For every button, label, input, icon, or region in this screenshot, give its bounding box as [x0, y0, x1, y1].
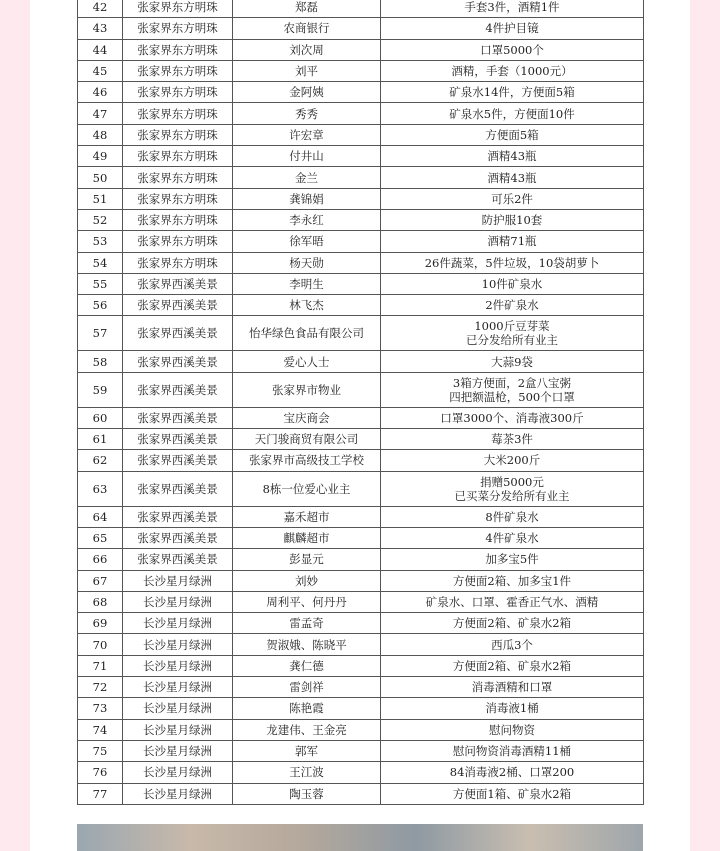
table-row: [78, 372, 644, 407]
community-cell: 长沙星月绿洲: [123, 634, 233, 655]
table-row: [78, 549, 644, 570]
items-line: 26件蔬菜，5件垃圾，10袋胡萝卜: [424, 255, 600, 270]
table-row: [78, 273, 644, 294]
community-cell: 张家界西溪美景: [123, 429, 233, 450]
items-cell: [381, 591, 644, 612]
items-line: 口罩5000个: [480, 42, 544, 57]
community-cell: 长沙星月绿洲: [123, 698, 233, 719]
row-number-cell: 60: [78, 407, 123, 428]
items-line: 矿泉水5件，方便面10件: [449, 106, 575, 121]
items-line: 8件矿泉水: [485, 509, 539, 524]
community-cell: 长沙星月绿洲: [123, 719, 233, 740]
row-number-cell: 59: [78, 372, 123, 407]
table-row: [78, 506, 644, 527]
row-number-cell: 55: [78, 273, 123, 294]
table-row: [78, 82, 644, 103]
items-cell: [381, 429, 644, 450]
row-number-cell: 71: [78, 655, 123, 676]
table-row: [78, 316, 644, 351]
donor-cell: 李明生: [233, 273, 381, 294]
row-number-cell: 42: [78, 0, 123, 18]
items-cell: [381, 471, 644, 506]
items-cell: [381, 0, 644, 18]
table-row: [78, 471, 644, 506]
items-cell: [381, 372, 644, 407]
community-cell: 长沙星月绿洲: [123, 655, 233, 676]
community-cell: 张家界西溪美景: [123, 407, 233, 428]
donor-cell: 许宏章: [233, 124, 381, 145]
table-row: [78, 527, 644, 548]
items-cell: [381, 295, 644, 316]
row-number-cell: 65: [78, 527, 123, 548]
community-cell: 张家界西溪美景: [123, 527, 233, 548]
row-number-cell: 46: [78, 82, 123, 103]
row-number-cell: 68: [78, 591, 123, 612]
community-cell: 张家界东方明珠: [123, 18, 233, 39]
table-row: [78, 0, 644, 18]
items-line: 四把额温枪，500个口罩: [449, 389, 575, 404]
table-row: [78, 167, 644, 188]
items-line: 4件护目镜: [485, 21, 539, 36]
items-cell: [381, 39, 644, 60]
items-cell: [381, 82, 644, 103]
items-line: 方便面2箱、加多宝1件: [452, 573, 572, 588]
community-cell: 张家界西溪美景: [123, 316, 233, 351]
community-cell: 张家界西溪美景: [123, 471, 233, 506]
donor-cell: 怡华绿色食品有限公司: [233, 316, 381, 351]
donor-cell: 李永红: [233, 209, 381, 230]
items-line: 手套3件，酒精1件: [464, 0, 560, 15]
row-number-cell: 67: [78, 570, 123, 591]
donor-cell: 郑磊: [233, 0, 381, 18]
items-cell: [381, 407, 644, 428]
row-number-cell: 75: [78, 740, 123, 761]
donor-cell: 刘平: [233, 60, 381, 81]
items-cell: [381, 762, 644, 783]
items-cell: [381, 316, 644, 351]
items-line: 2件矿泉水: [485, 298, 539, 313]
items-line: 大米200斤: [483, 453, 541, 468]
community-cell: 张家界东方明珠: [123, 188, 233, 209]
donor-cell: 雷剑祥: [233, 677, 381, 698]
items-cell: [381, 231, 644, 252]
items-cell: [381, 740, 644, 761]
donor-cell: 农商银行: [233, 18, 381, 39]
items-line: 矿泉水、口罩、霍香正气水、酒精: [425, 594, 599, 609]
table-row: [78, 39, 644, 60]
items-line: 方便面2箱、矿泉水2箱: [452, 658, 572, 673]
donor-cell: 林飞杰: [233, 295, 381, 316]
community-cell: 张家界东方明珠: [123, 124, 233, 145]
items-cell: [381, 60, 644, 81]
community-cell: 张家界西溪美景: [123, 295, 233, 316]
items-cell: [381, 655, 644, 676]
row-number-cell: 57: [78, 316, 123, 351]
items-line: 84消毒液2桶、口罩200: [449, 765, 575, 780]
items-line: 捐赠5000元: [480, 474, 544, 489]
row-number-cell: 76: [78, 762, 123, 783]
items-cell: [381, 698, 644, 719]
row-number-cell: 72: [78, 677, 123, 698]
table-row: [78, 783, 644, 804]
donor-cell: 陈艳霞: [233, 698, 381, 719]
table-row: [78, 591, 644, 612]
items-line: 酒精71瓶: [487, 234, 537, 249]
donor-cell: 郭军: [233, 740, 381, 761]
donation-table: [77, 0, 644, 805]
items-line: 西瓜3个: [491, 637, 533, 652]
row-number-cell: 66: [78, 549, 123, 570]
row-number-cell: 61: [78, 429, 123, 450]
community-cell: 张家界东方明珠: [123, 167, 233, 188]
items-cell: [381, 677, 644, 698]
table-row: [78, 351, 644, 372]
items-line: 可乐2件: [491, 191, 533, 206]
row-number-cell: 47: [78, 103, 123, 124]
table-row: [78, 570, 644, 591]
donor-cell: 嘉禾超市: [233, 506, 381, 527]
items-cell: [381, 252, 644, 273]
row-number-cell: 45: [78, 60, 123, 81]
row-number-cell: 54: [78, 252, 123, 273]
table-row: [78, 762, 644, 783]
table-row: [78, 719, 644, 740]
items-cell: [381, 783, 644, 804]
community-cell: 长沙星月绿洲: [123, 783, 233, 804]
donor-cell: 彭显元: [233, 549, 381, 570]
items-line: 消毒酒精和口罩: [471, 680, 553, 695]
donor-cell: 麒麟超市: [233, 527, 381, 548]
row-number-cell: 53: [78, 231, 123, 252]
community-cell: 张家界西溪美景: [123, 506, 233, 527]
community-cell: 张家界东方明珠: [123, 39, 233, 60]
donation-table-body: [78, 0, 644, 804]
items-line: 矿泉水14件，方便面5箱: [449, 85, 575, 100]
items-cell: [381, 570, 644, 591]
table-row: [78, 188, 644, 209]
items-cell: [381, 351, 644, 372]
donor-cell: 王江波: [233, 762, 381, 783]
items-cell: [381, 273, 644, 294]
items-cell: [381, 209, 644, 230]
row-number-cell: 70: [78, 634, 123, 655]
items-line: 方便面5箱: [485, 127, 539, 142]
table-row: [78, 429, 644, 450]
items-cell: [381, 613, 644, 634]
items-cell: [381, 506, 644, 527]
table-row: [78, 407, 644, 428]
items-line: 已买菜分发给所有业主: [454, 488, 570, 503]
donor-cell: 杨天勋: [233, 252, 381, 273]
table-row: [78, 740, 644, 761]
items-line: 已分发给所有业主: [466, 333, 558, 348]
row-number-cell: 50: [78, 167, 123, 188]
items-line: 慰问物资: [489, 722, 535, 737]
table-row: [78, 60, 644, 81]
items-line: 大蒜9袋: [491, 354, 533, 369]
table-row: [78, 634, 644, 655]
table-row: [78, 209, 644, 230]
donor-cell: 雷孟奇: [233, 613, 381, 634]
table-row: [78, 655, 644, 676]
table-row: [78, 450, 644, 471]
table-row: [78, 613, 644, 634]
items-line: 1000斤豆芽菜: [474, 319, 550, 334]
items-cell: [381, 527, 644, 548]
donor-cell: 宝庆商会: [233, 407, 381, 428]
items-line: 10件矿泉水: [481, 277, 543, 291]
donor-cell: 陶玉蓉: [233, 783, 381, 804]
community-cell: 张家界东方明珠: [123, 146, 233, 167]
row-number-cell: 48: [78, 124, 123, 145]
donor-cell: 金阿姨: [233, 82, 381, 103]
table-row: [78, 124, 644, 145]
table-row: [78, 677, 644, 698]
donor-cell: 8栋一位爱心业主: [233, 471, 381, 506]
items-line: 酒精43瓶: [487, 149, 537, 164]
community-cell: 张家界东方明珠: [123, 209, 233, 230]
items-line: 酒精43瓶: [487, 170, 537, 185]
donor-cell: 天门骏商贸有限公司: [233, 429, 381, 450]
items-line: 3箱方便面，2盒八宝粥: [452, 375, 572, 390]
donor-cell: 周利平、何丹丹: [233, 591, 381, 612]
items-cell: [381, 124, 644, 145]
items-cell: [381, 103, 644, 124]
community-cell: 张家界西溪美景: [123, 273, 233, 294]
community-cell: 长沙星月绿洲: [123, 677, 233, 698]
items-line: 消毒液1桶: [485, 701, 539, 716]
donor-cell: 张家界市物业: [233, 372, 381, 407]
row-number-cell: 49: [78, 146, 123, 167]
row-number-cell: 63: [78, 471, 123, 506]
donation-table-wrapper: [77, 0, 643, 805]
community-cell: 张家界东方明珠: [123, 231, 233, 252]
row-number-cell: 43: [78, 18, 123, 39]
items-line: 防护服10套: [481, 213, 543, 228]
row-number-cell: 58: [78, 351, 123, 372]
donor-cell: 付井山: [233, 146, 381, 167]
donor-cell: 金兰: [233, 167, 381, 188]
table-row: [78, 295, 644, 316]
items-line: 酒精，手套（1000元）: [451, 64, 573, 79]
items-cell: [381, 18, 644, 39]
row-number-cell: 62: [78, 450, 123, 471]
table-row: [78, 103, 644, 124]
row-number-cell: 51: [78, 188, 123, 209]
items-cell: [381, 549, 644, 570]
community-cell: 张家界西溪美景: [123, 549, 233, 570]
donor-cell: 龙建伟、王金亮: [233, 719, 381, 740]
table-row: [78, 146, 644, 167]
items-cell: [381, 146, 644, 167]
table-row: [78, 698, 644, 719]
community-cell: 张家界东方明珠: [123, 252, 233, 273]
row-number-cell: 44: [78, 39, 123, 60]
items-line: 口罩3000个、消毒液300斤: [440, 410, 584, 425]
row-number-cell: 77: [78, 783, 123, 804]
community-cell: 张家界西溪美景: [123, 450, 233, 471]
table-row: [78, 252, 644, 273]
community-cell: 张家界东方明珠: [123, 103, 233, 124]
donor-cell: 贺淑娥、陈晓平: [233, 634, 381, 655]
community-cell: 长沙星月绿洲: [123, 591, 233, 612]
table-row: [78, 18, 644, 39]
row-number-cell: 74: [78, 719, 123, 740]
items-cell: [381, 188, 644, 209]
row-number-cell: 69: [78, 613, 123, 634]
items-cell: [381, 167, 644, 188]
community-cell: 长沙星月绿洲: [123, 613, 233, 634]
items-line: 加多宝5件: [485, 552, 539, 567]
donor-cell: 龚仁德: [233, 655, 381, 676]
bottom-photo-banner: [77, 824, 643, 851]
community-cell: 张家界西溪美景: [123, 372, 233, 407]
donor-cell: 爱心人士: [233, 351, 381, 372]
community-cell: 张家界东方明珠: [123, 0, 233, 18]
items-line: 莓茶3件: [491, 432, 533, 447]
row-number-cell: 73: [78, 698, 123, 719]
table-row: [78, 231, 644, 252]
community-cell: 长沙星月绿洲: [123, 570, 233, 591]
items-line: 4件矿泉水: [485, 531, 539, 546]
items-line: 慰问物资消毒酒精11桶: [452, 744, 572, 759]
community-cell: 张家界西溪美景: [123, 351, 233, 372]
donor-cell: 秀秀: [233, 103, 381, 124]
donor-cell: 刘次周: [233, 39, 381, 60]
items-cell: [381, 450, 644, 471]
donor-cell: 龚锦娟: [233, 188, 381, 209]
row-number-cell: 52: [78, 209, 123, 230]
community-cell: 张家界东方明珠: [123, 60, 233, 81]
row-number-cell: 56: [78, 295, 123, 316]
row-number-cell: 64: [78, 506, 123, 527]
community-cell: 张家界东方明珠: [123, 82, 233, 103]
items-line: 方便面2箱、矿泉水2箱: [452, 616, 572, 631]
items-cell: [381, 719, 644, 740]
community-cell: 长沙星月绿洲: [123, 740, 233, 761]
community-cell: 长沙星月绿洲: [123, 762, 233, 783]
donor-cell: 刘妙: [233, 570, 381, 591]
items-cell: [381, 634, 644, 655]
donor-cell: 徐军晤: [233, 231, 381, 252]
items-line: 方便面1箱、矿泉水2箱: [452, 786, 572, 801]
donor-cell: 张家界市高级技工学校: [233, 450, 381, 471]
